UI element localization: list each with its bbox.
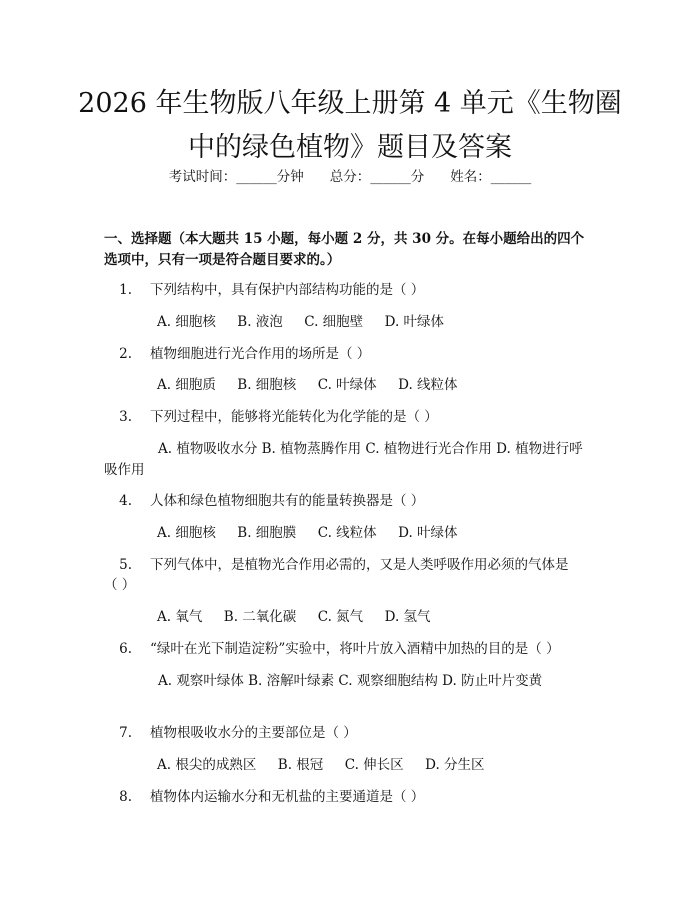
question-2-options: A. 细胞质 B. 细胞核 C. 叶绿体 D. 线粒体 bbox=[157, 377, 458, 393]
total-score-field: 总分：______分 bbox=[329, 169, 425, 185]
question-number: 5. bbox=[119, 557, 132, 573]
question-3-options: A. 植物吸收水分 B. 植物蒸腾作用 C. 植物进行光合作用 D. 植物进行呼吸作用 bbox=[104, 441, 583, 478]
title-line-2: 中的绿色植物》题目及答案 bbox=[188, 132, 512, 163]
question-2 bbox=[104, 344, 370, 364]
question-text: 下列过程中，能够将光能转化为化学能的是（ ） bbox=[150, 409, 438, 425]
question-number: 4. bbox=[119, 493, 132, 509]
question-text: 下列气体中，是植物光合作用必需的，又是人类呼吸作用必须的气体是 bbox=[150, 557, 569, 573]
question-number: 8. bbox=[119, 789, 132, 805]
exam-time-field: 考试时间：______分钟 bbox=[168, 169, 304, 185]
question-8 bbox=[104, 787, 424, 807]
student-name-field: 姓名：______ bbox=[450, 169, 532, 185]
title-line-1: 2026 年生物版八年级上册第 4 单元《生物圈 bbox=[78, 88, 622, 119]
question-text: 植物细胞进行光合作用的场所是（ ） bbox=[150, 346, 371, 362]
question-4-options: A. 细胞核 B. 细胞膜 C. 线粒体 D. 叶绿体 bbox=[157, 525, 458, 541]
question-number: 3. bbox=[119, 409, 132, 425]
question-5 bbox=[104, 555, 569, 575]
question-6-options: A. 观察叶绿体 B. 溶解叶绿素 C. 观察细胞结构 D. 防止叶片变黄 bbox=[158, 673, 543, 689]
question-text: 植物体内运输水分和无机盐的主要通道是（ ） bbox=[150, 789, 425, 805]
question-number: 1. bbox=[119, 282, 132, 298]
question-7 bbox=[104, 723, 357, 743]
question-1 bbox=[104, 280, 424, 300]
question-6 bbox=[104, 639, 560, 659]
question-number: 2. bbox=[119, 346, 132, 362]
question-5-continuation: （ ） bbox=[104, 577, 136, 593]
question-1-options: A. 细胞核 B. 液泡 C. 细胞壁 D. 叶绿体 bbox=[157, 314, 445, 330]
question-number: 6. bbox=[119, 641, 132, 657]
question-4 bbox=[104, 491, 424, 511]
question-text: 下列结构中，具有保护内部结构功能的是（ ） bbox=[150, 282, 425, 298]
exam-meta bbox=[0, 167, 700, 187]
question-3 bbox=[104, 407, 438, 427]
question-text: “绿叶在光下制造淀粉”实验中，将叶片放入酒精中加热的目的是（ ） bbox=[150, 641, 560, 657]
exam-title bbox=[0, 82, 700, 170]
question-text: 人体和绿色植物细胞共有的能量转换器是（ ） bbox=[150, 493, 425, 509]
question-text: 植物根吸收水分的主要部位是（ ） bbox=[150, 725, 357, 741]
section-heading: 一、选择题（本大题共 15 小题，每小题 2 分，共 30 分。在每小题给出的四个选项中，只有一项是符合题目要求的。） bbox=[104, 231, 585, 268]
question-number: 7. bbox=[119, 725, 132, 741]
question-7-options: A. 根尖的成熟区 B. 根冠 C. 伸长区 D. 分生区 bbox=[157, 757, 485, 773]
question-5-options: A. 氧气 B. 二氧化碳 C. 氮气 D. 氢气 bbox=[157, 609, 431, 625]
